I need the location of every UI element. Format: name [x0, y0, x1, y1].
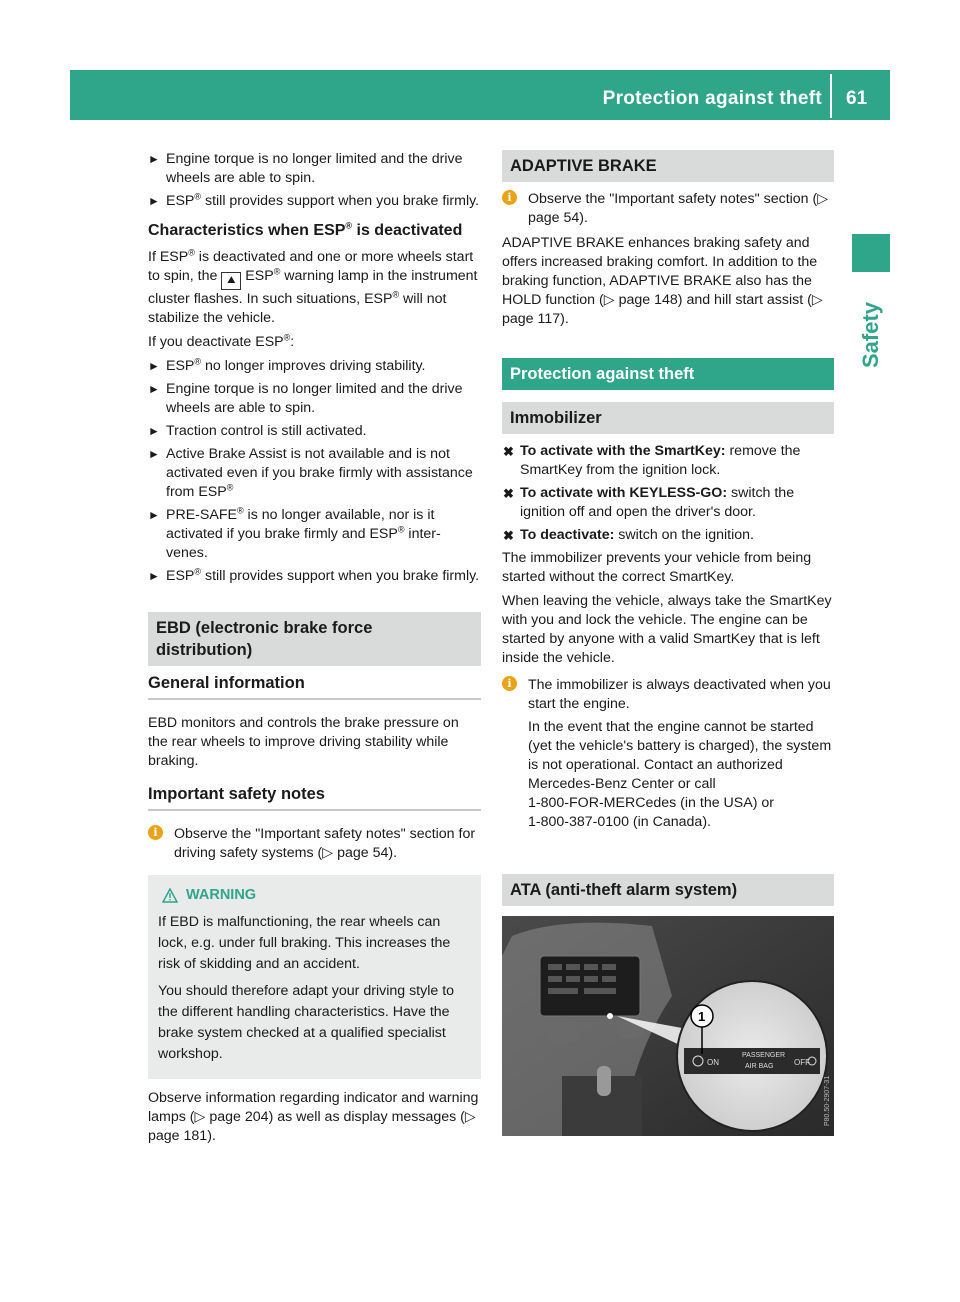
action-arrow-icon: ✖ [503, 528, 514, 543]
page-reference-link[interactable]: page 54 [528, 210, 580, 226]
list-item: ► ESP® still provides support when you brake firmly. [148, 191, 480, 209]
bullet-icon: ► [148, 508, 160, 522]
phone-usa: 1-800-FOR-MERCedes (in the USA) or [528, 795, 774, 811]
action-step: ✖ To activate with KEYLESS-GO: switch the ignition off and open the driver's door. [503, 485, 795, 520]
paragraph: When leaving the vehicle, always take the SmartKey with you and lock the vehicle. The engine can be started by anyone with a valid SmartKey that is left inside the vehicle. [502, 593, 832, 666]
important-safety-notes-heading: Important safety notes [148, 785, 481, 811]
ata-heading: ATA (anti-theft alarm system) [502, 874, 834, 906]
header-divider [830, 74, 832, 118]
page-reference-link[interactable]: page 54 [337, 845, 389, 861]
photo-label-off: OFF [794, 1058, 810, 1067]
side-tab-marker [852, 234, 890, 272]
list-item: ► ESP® still provides support when you brake firmly. [148, 566, 480, 584]
list-item: ► Active Brake Assist is not available and is not activated even if you brake firmly with assistance from ESP® [148, 446, 473, 500]
photo-label-on: ON [707, 1058, 719, 1067]
characteristics-heading: Characteristics when ESP® is deactivated [148, 220, 463, 239]
photo-label-passenger: PASSENGER [742, 1052, 786, 1059]
side-tab [852, 290, 890, 380]
page-reference-link[interactable]: page 204 [209, 1109, 269, 1125]
photo-code: P80.50-2907-31 [824, 1075, 831, 1126]
page-reference-arrow-icon: ▷ [817, 191, 829, 207]
general-information-text: EBD monitors and controls the brake pressure on the rear wheels to improve driving stability while braking. [148, 715, 459, 769]
info-icon: i [148, 825, 163, 840]
paragraph: If you deactivate ESP®: [148, 332, 295, 350]
warning-box [148, 875, 481, 1079]
page-reference-link[interactable]: page 117 [502, 311, 561, 327]
adaptive-brake-heading: ADAPTIVE BRAKE [502, 150, 834, 182]
page-reference-arrow-icon: ▷ [811, 292, 823, 308]
general-information-heading: General information [148, 674, 481, 700]
photo-label-airbag: AIR BAG [745, 1063, 774, 1070]
info-icon: i [502, 676, 517, 691]
protection-against-theft-heading: Protection against theft [502, 358, 834, 390]
page-reference-arrow-icon: ▷ [603, 292, 615, 308]
warning-text: If EBD is malfunctioning, the rear wheels can lock, e.g. under full braking. This increases the risk of skidding and an accident. [158, 914, 451, 972]
list-item: ► PRE-SAFE® is no longer available, nor is it activated if you brake firmly and ESP® inter-venes. [148, 505, 441, 561]
immobilizer-heading: Immobilizer [502, 402, 834, 434]
warning-text: You should therefore adapt your driving style to the different handling characteristics. Have the brake system checked at a qualified specialist workshop. [158, 983, 455, 1062]
side-tab-label: Safety [858, 301, 883, 369]
header-title: Protection against theft [602, 88, 822, 109]
bullet-icon: ► [148, 569, 160, 583]
bullet-icon: ► [148, 194, 160, 208]
bullet-icon: ► [148, 382, 160, 396]
page-reference-link[interactable]: page 148 [618, 292, 678, 308]
left-column [148, 150, 481, 1151]
list-item: ► Traction control is still activated. [148, 423, 367, 439]
info-icon: i [502, 190, 517, 205]
paragraph: If ESP® is deactivated and one or more wheels start to spin, the ⛰ ESP® warning lamp in the instrument cluster flashes. In such situations, ESP® will not stabilize the vehicle. [148, 247, 478, 326]
paragraph: The immobilizer prevents your vehicle from being started without the correct SmartKey. [502, 550, 812, 585]
paragraph: ADAPTIVE BRAKE enhances braking safety and offers increased braking comfort. In addition to the braking function, ADAPTIVE BRAKE also has the HOLD function (▷ page 148) and hill start assist (▷ page 117). [502, 235, 823, 327]
console-photo [502, 916, 834, 1136]
info-note: i The immobilizer is always deactivated when you start the engine. In the event that the engine cannot be started (yet the vehicle's battery is charged), the system is not operational. Contact an authorized Mercedes-Benz Center or call 1-800-FOR-MERCedes (in the USA) or 1-800-387-0100 (in Canada). [502, 676, 834, 832]
action-step: ✖ To deactivate: switch on the ignition. [503, 527, 754, 543]
list-item: ► Engine torque is no longer limited and the drive wheels are able to spin. [148, 151, 463, 186]
warning-triangle-icon [162, 888, 178, 903]
phone-canada: 1-800-387-0100 (in Canada). [528, 814, 711, 830]
page-reference-link[interactable]: page 181 [148, 1128, 208, 1144]
bullet-icon: ► [148, 424, 160, 438]
action-arrow-icon: ✖ [503, 444, 514, 459]
info-note: i Observe the "Important safety notes" section for driving safety systems (▷ page 54). [148, 825, 481, 863]
action-arrow-icon: ✖ [503, 486, 514, 501]
info-note: i Observe the "Important safety notes" section (▷ page 54). [502, 190, 834, 228]
list-item: ► Engine torque is no longer limited and the drive wheels are able to spin. [148, 381, 463, 416]
right-column [502, 150, 834, 1136]
list-item: ► ESP® no longer improves driving stability. [148, 356, 426, 374]
photo-callout: 1 [698, 1009, 706, 1024]
action-step: ✖ To activate with the SmartKey: remove the SmartKey from the ignition lock. [503, 443, 801, 478]
bullet-icon: ► [148, 152, 160, 166]
warning-title: WARNING [158, 885, 471, 906]
page-number: 61 [846, 88, 868, 109]
page-reference-arrow-icon: ▷ [322, 845, 334, 861]
page-reference-arrow-icon: ▷ [464, 1109, 476, 1125]
console-photo-svg [502, 916, 834, 1136]
esp-warning-lamp-icon: ⛰ [221, 272, 241, 290]
paragraph: Observe information regarding indicator and warning lamps (▷ page 204) as well as display messages (▷ page 181). [148, 1090, 479, 1144]
bullet-icon: ► [148, 359, 160, 373]
page-reference-arrow-icon: ▷ [194, 1109, 206, 1125]
bullet-icon: ► [148, 447, 160, 461]
ebd-heading: EBD (electronic brake force distribution) [148, 612, 481, 666]
